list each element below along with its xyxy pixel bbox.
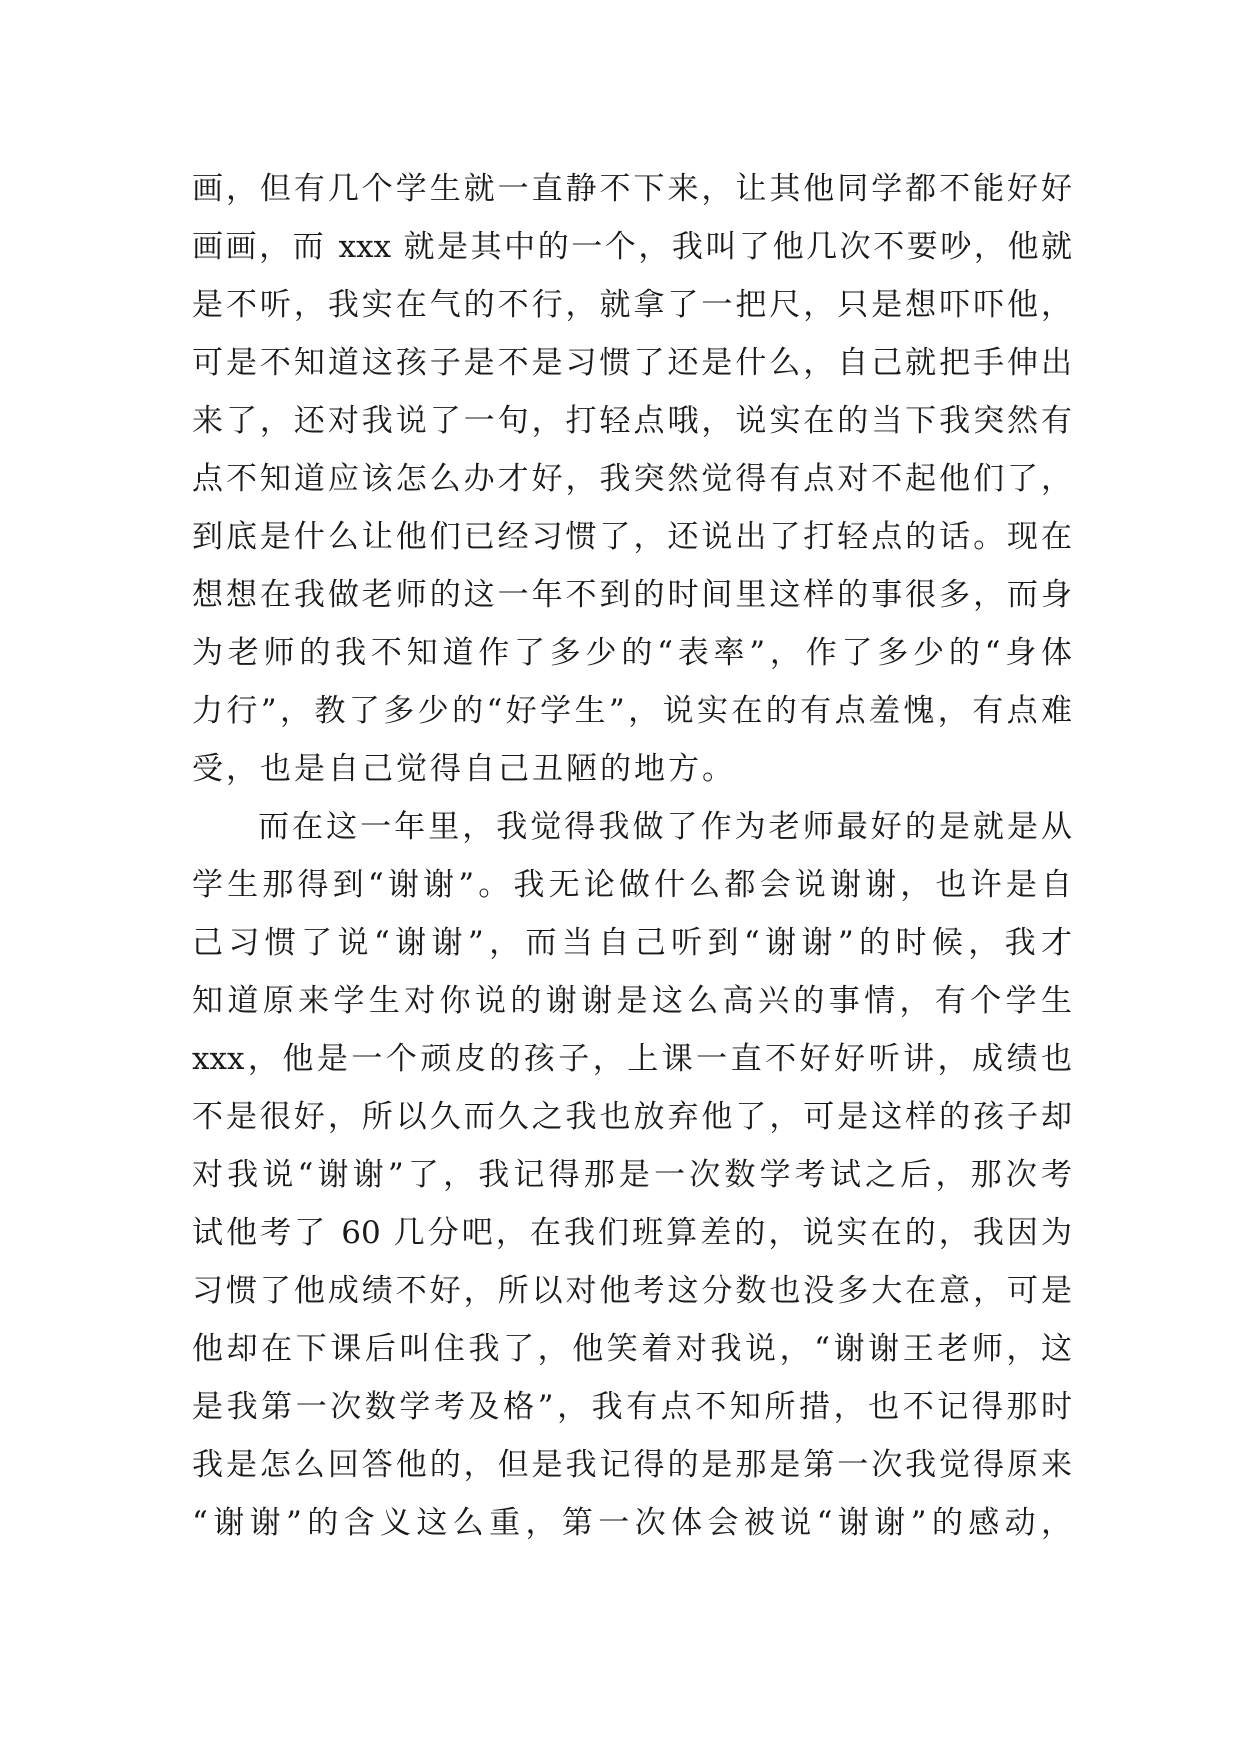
text-line: 习惯了他成绩不好，所以对他考这分数也没多大在意，可是 xyxy=(192,1273,1072,1309)
body-text xyxy=(192,160,1072,1552)
text-line: 力行”，教了多少的“好学生”，说实在的有点羞愧，有点难 xyxy=(192,693,1072,729)
text-line: 对我说“谢谢”了，我记得那是一次数学考试之后，那次考 xyxy=(192,1157,1072,1193)
text-line: 他却在下课后叫住我了，他笑着对我说，“谢谢王老师，这 xyxy=(192,1331,1072,1367)
text-line: 我是怎么回答他的，但是我记得的是那是第一次我觉得原来 xyxy=(192,1447,1072,1483)
text-line: 点不知道应该怎么办才好，我突然觉得有点对不起他们了， xyxy=(192,461,1072,497)
text-line: 想想在我做老师的这一年不到的时间里这样的事很多，而身 xyxy=(192,577,1072,613)
text-line: 不是很好，所以久而久之我也放弃他了，可是这样的孩子却 xyxy=(192,1099,1072,1135)
text-line: 是不听，我实在气的不行，就拿了一把尺，只是想吓吓他， xyxy=(192,287,1072,323)
text-line: “谢谢”的含义这么重，第一次体会被说“谢谢”的感动， xyxy=(192,1505,1072,1541)
text-line: 知道原来学生对你说的谢谢是这么高兴的事情，有个学生 xyxy=(192,983,1072,1019)
text-line: 到底是什么让他们已经习惯了，还说出了打轻点的话。现在 xyxy=(192,519,1072,555)
text-line: 画画，而 xxx 就是其中的一个，我叫了他几次不要吵，他就 xyxy=(192,229,1072,265)
text-line: xxx，他是一个顽皮的孩子，上课一直不好好听讲，成绩也 xyxy=(192,1041,1072,1077)
text-line: 来了，还对我说了一句，打轻点哦，说实在的当下我突然有 xyxy=(192,403,1072,439)
text-line: 而在这一年里，我觉得我做了作为老师最好的是就是从 xyxy=(258,809,1072,845)
text-line: 学生那得到“谢谢”。我无论做什么都会说谢谢，也许是自 xyxy=(192,867,1072,903)
text-line: 画，但有几个学生就一直静不下来，让其他同学都不能好好 xyxy=(192,171,1072,207)
text-line: 可是不知道这孩子是不是习惯了还是什么，自己就把手伸出 xyxy=(192,345,1072,381)
text-line: 试他考了 60 几分吧，在我们班算差的，说实在的，我因为 xyxy=(192,1215,1072,1251)
text-line: 受，也是自己觉得自己丑陋的地方。 xyxy=(192,751,736,787)
text-line: 为老师的我不知道作了多少的“表率”，作了多少的“身体 xyxy=(192,635,1072,671)
text-line: 己习惯了说“谢谢”，而当自己听到“谢谢”的时候，我才 xyxy=(192,925,1072,961)
text-line: 是我第一次数学考及格”，我有点不知所措，也不记得那时 xyxy=(192,1389,1072,1425)
